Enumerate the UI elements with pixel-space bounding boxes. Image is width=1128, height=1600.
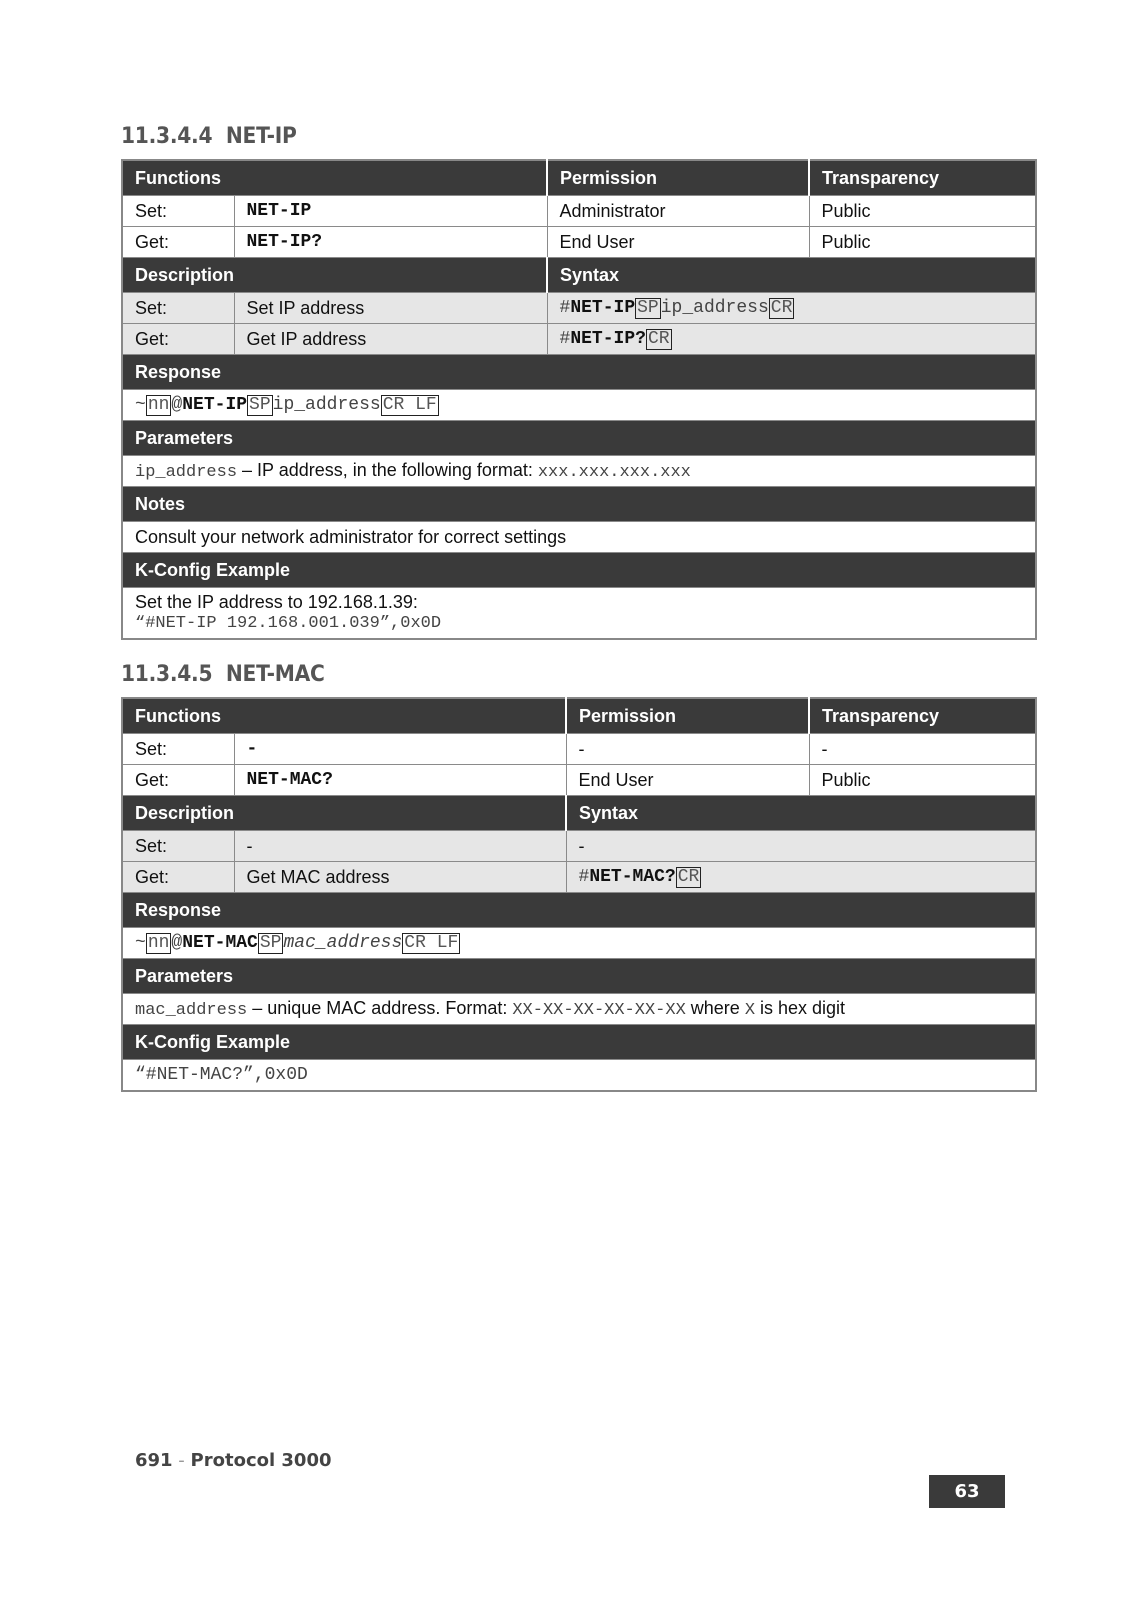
set-syntax: #NET-IP SP ip_address CR — [547, 293, 1036, 324]
example-content — [122, 588, 1036, 640]
description-header: Description — [122, 258, 547, 293]
parameters-header: Parameters — [122, 421, 1036, 456]
parameters-header-row — [122, 421, 1036, 456]
crlf-token: CR LF — [404, 932, 459, 953]
net-mac-table — [121, 697, 1037, 1092]
parameter-description: mac_address – unique MAC address. Format: XX-XX-XX-XX-XX-XX where X is hex digit — [122, 994, 1036, 1025]
get-syntax: #NET-IP? CR — [547, 324, 1036, 355]
example-code: “#NET-MAC?”,0x0D — [122, 1060, 1036, 1092]
syntax-header: Syntax — [566, 796, 1036, 831]
get-description-row — [122, 324, 1036, 355]
get-description: Get MAC address — [234, 862, 566, 893]
get-syntax: #NET-MAC? CR — [566, 862, 1036, 893]
get-command: NET-IP? — [234, 227, 547, 258]
example-text: Set the IP address to 192.168.1.39: — [135, 592, 418, 612]
device-id-token: nn — [147, 932, 170, 953]
carriage-return-token: CR — [770, 297, 793, 318]
description-header: Description — [122, 796, 566, 831]
set-label: Set: — [122, 831, 234, 862]
functions-header: Functions — [122, 698, 566, 734]
section-heading-net-mac — [121, 662, 325, 687]
section-title: NET-MAC — [225, 662, 325, 687]
set-description: - — [234, 831, 566, 862]
get-transparency: Public — [809, 765, 1036, 796]
example-header-row — [122, 553, 1036, 588]
get-label: Get: — [122, 862, 234, 893]
set-syntax: - — [566, 831, 1036, 862]
carriage-return-token: CR — [677, 866, 700, 887]
space-token: SP — [637, 297, 659, 318]
get-label: Get: — [122, 324, 234, 355]
get-description-row — [122, 862, 1036, 893]
transparency-header: Transparency — [809, 698, 1036, 734]
permission-header: Permission — [547, 160, 809, 196]
response-row — [122, 928, 1036, 959]
response-header: Response — [122, 355, 1036, 390]
footer-model: 691 — [135, 1450, 173, 1471]
example-row — [122, 1060, 1036, 1092]
section-number: 11.3.4.4 — [121, 124, 213, 149]
set-transparency: Public — [809, 196, 1036, 227]
get-description: Get IP address — [234, 324, 547, 355]
functions-header-row — [122, 160, 1036, 196]
set-label: Set: — [122, 196, 234, 227]
page-number: 63 — [929, 1475, 1005, 1508]
set-label: Set: — [122, 293, 234, 324]
response-header-row — [122, 355, 1036, 390]
response-header-row — [122, 893, 1036, 928]
set-description-row — [122, 293, 1036, 324]
get-permission: End User — [547, 227, 809, 258]
space-token: SP — [249, 394, 271, 415]
section-title: NET-IP — [225, 124, 297, 149]
net-ip-table — [121, 159, 1037, 640]
get-command: NET-MAC? — [234, 765, 566, 796]
get-permission: End User — [566, 765, 809, 796]
notes-text: Consult your network administrator for correct settings — [122, 522, 1036, 553]
get-label: Get: — [122, 765, 234, 796]
set-permission: Administrator — [547, 196, 809, 227]
footer-document-title — [135, 1450, 332, 1471]
set-description: Set IP address — [234, 293, 547, 324]
crlf-token: CR LF — [382, 394, 437, 415]
description-header-row — [122, 796, 1036, 831]
get-label: Get: — [122, 227, 234, 258]
set-description-row — [122, 831, 1036, 862]
notes-row — [122, 522, 1036, 553]
parameters-header-row — [122, 959, 1036, 994]
set-function-row — [122, 734, 1036, 765]
set-transparency: - — [809, 734, 1036, 765]
set-command: - — [234, 734, 566, 765]
section-heading-net-ip — [121, 124, 297, 149]
set-label: Set: — [122, 734, 234, 765]
permission-header: Permission — [566, 698, 809, 734]
description-header-row — [122, 258, 1036, 293]
example-header-row — [122, 1025, 1036, 1060]
set-permission: - — [566, 734, 809, 765]
response-syntax: ~ nn @NET-MAC SP mac_address CR LF — [122, 928, 1036, 959]
parameters-header: Parameters — [122, 959, 1036, 994]
carriage-return-token: CR — [647, 328, 670, 349]
parameter-description: ip_address – IP address, in the following format: xxx.xxx.xxx.xxx — [122, 456, 1036, 487]
parameters-row — [122, 456, 1036, 487]
notes-header-row — [122, 487, 1036, 522]
set-command: NET-IP — [234, 196, 547, 227]
syntax-header: Syntax — [547, 258, 1036, 293]
example-header: K-Config Example — [122, 1025, 1036, 1060]
functions-header: Functions — [122, 160, 547, 196]
device-id-token: nn — [147, 394, 170, 415]
set-function-row — [122, 196, 1036, 227]
get-function-row — [122, 765, 1036, 796]
get-function-row — [122, 227, 1036, 258]
functions-header-row — [122, 698, 1036, 734]
example-code: “#NET-IP 192.168.001.039”,0x0D — [135, 614, 442, 633]
notes-header: Notes — [122, 487, 1036, 522]
response-header: Response — [122, 893, 1036, 928]
response-row — [122, 390, 1036, 421]
section-number: 11.3.4.5 — [121, 662, 213, 687]
space-token: SP — [259, 932, 282, 953]
parameters-row — [122, 994, 1036, 1025]
transparency-header: Transparency — [809, 160, 1036, 196]
example-row — [122, 588, 1036, 640]
footer-doc: Protocol 3000 — [190, 1450, 332, 1471]
get-transparency: Public — [809, 227, 1036, 258]
example-header: K-Config Example — [122, 553, 1036, 588]
response-syntax: ~ nn @NET-IP SP ip_address CR LF — [122, 390, 1036, 421]
footer-separator: - — [172, 1450, 191, 1471]
